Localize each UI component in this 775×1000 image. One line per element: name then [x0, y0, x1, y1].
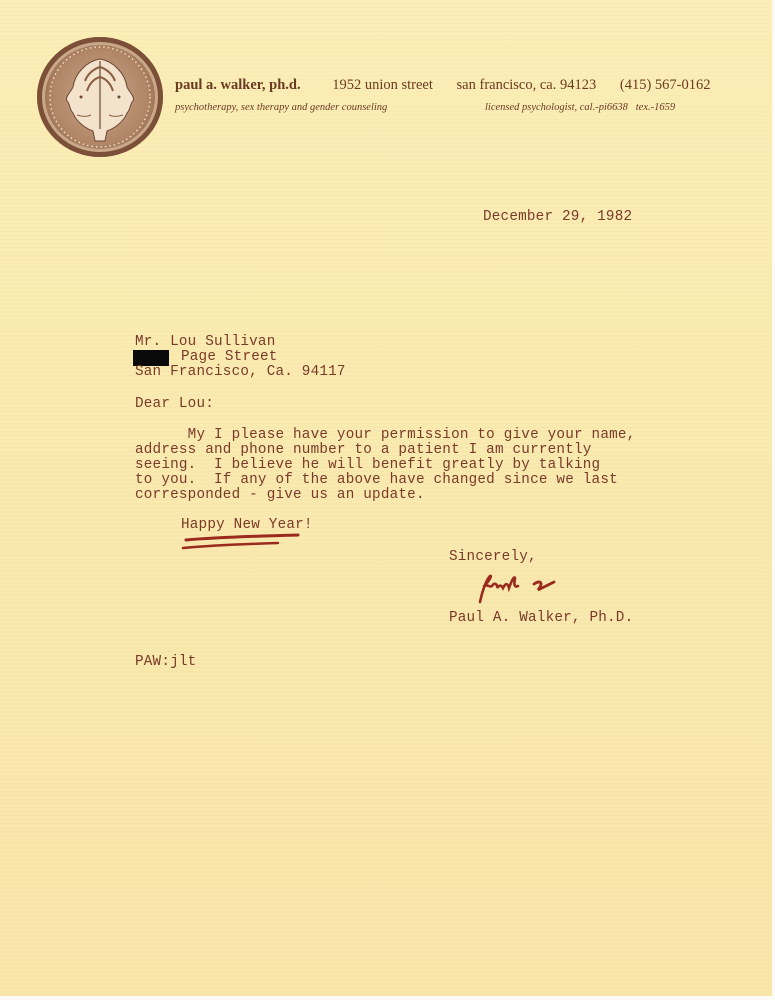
janus-coin-logo-icon	[37, 37, 163, 157]
body-line-2: address and phone number to a patient I am currently	[135, 442, 592, 458]
closing: Sincerely,	[449, 549, 537, 565]
letter-date: December 29, 1982	[483, 209, 633, 225]
letterhead-phone: (415) 567-0162	[619, 77, 711, 93]
reference-initials: PAW:jlt	[135, 654, 197, 670]
signature-icon	[470, 572, 570, 608]
body-line-3: seeing. I believe he will benefit greatly by talking	[135, 457, 601, 473]
postscript: Happy New Year!	[181, 517, 313, 533]
body-line-4: to you. If any of the above have changed since we last	[135, 472, 618, 488]
body-line-1: My I please have your permission to give your name,	[135, 427, 636, 443]
letterhead-license: licensed psychologist, cal.-pi6638 tex.-1659	[485, 102, 676, 113]
letterhead-contact-line	[175, 77, 711, 94]
recipient-city: San Francisco, Ca. 94117	[135, 364, 346, 380]
letterhead-specialty: psychotherapy, sex therapy and gender counseling	[175, 102, 388, 113]
signer-name: Paul A. Walker, Ph.D.	[449, 610, 634, 626]
recipient-name: Mr. Lou Sullivan	[135, 334, 276, 350]
recipient-street: Page Street	[181, 349, 278, 365]
letterhead-city: san francisco, ca. 94123	[456, 77, 597, 93]
letterhead-name: paul a. walker, ph.d.	[175, 77, 301, 93]
body-line-5: corresponded - give us an update.	[135, 487, 425, 503]
salutation: Dear Lou:	[135, 396, 215, 412]
handwritten-underline-icon	[180, 532, 305, 554]
letterhead-street: 1952 union street	[332, 77, 433, 93]
